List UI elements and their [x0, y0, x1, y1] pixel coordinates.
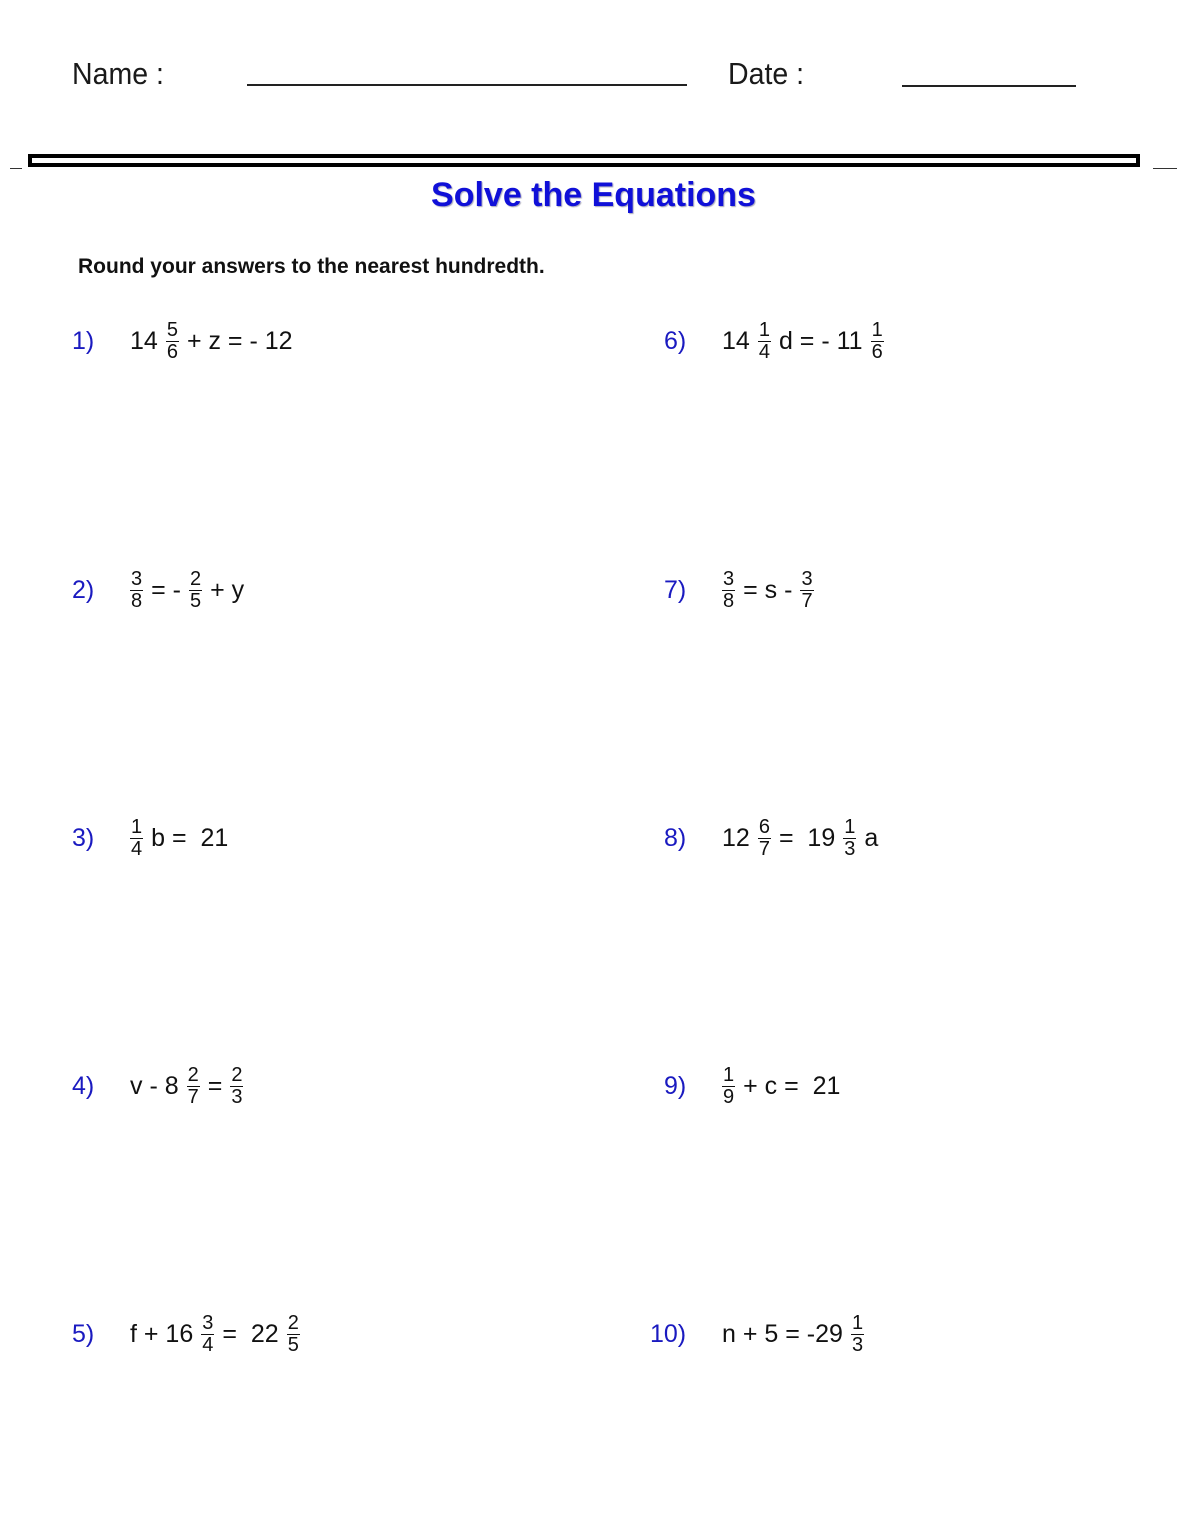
date-label: Date :: [728, 56, 805, 91]
equation-text: + z = - 12: [186, 326, 293, 355]
equation: [718, 320, 888, 363]
problem-number: 9): [664, 1071, 687, 1100]
equation-text: =: [207, 1071, 223, 1100]
fraction: [800, 569, 813, 612]
equation: [126, 320, 297, 363]
equation: [126, 569, 248, 612]
problem-number: 4): [72, 1071, 95, 1100]
problem-6: [664, 311, 888, 371]
fraction-numerator: 1: [758, 318, 770, 341]
fraction-numerator: 3: [131, 567, 143, 590]
fraction-denominator: 7: [758, 837, 770, 860]
problem-5: [72, 1304, 304, 1364]
problem-10: [650, 1304, 868, 1364]
worksheet-title: Solve the Equations: [431, 176, 756, 214]
equation-text: a: [864, 823, 879, 852]
equation-text: d = - 11: [778, 326, 863, 355]
fraction-denominator: 3: [844, 837, 856, 860]
fraction: [130, 569, 143, 612]
fraction-denominator: 5: [190, 589, 202, 612]
equation-text: b = 21: [151, 823, 229, 852]
problem-number: 10): [650, 1319, 687, 1348]
problem-9: [664, 1056, 844, 1116]
fraction: [722, 1065, 735, 1108]
fraction: [287, 1313, 300, 1356]
fraction-numerator: 1: [871, 318, 883, 341]
equation: [718, 569, 818, 612]
fraction-numerator: 6: [758, 815, 770, 838]
equation: [718, 817, 882, 860]
fraction-numerator: 3: [801, 567, 813, 590]
fraction-numerator: 5: [166, 318, 178, 341]
equation-text: n + 5 = -29: [722, 1319, 843, 1348]
equation: [126, 1313, 304, 1356]
equation-text: 14: [722, 326, 750, 355]
name-label: Name :: [72, 56, 164, 91]
fraction: [189, 569, 202, 612]
rule-left-tick: [10, 168, 22, 169]
name-blank-line[interactable]: [247, 84, 687, 86]
fraction: [187, 1065, 200, 1108]
problem-number: 6): [664, 326, 687, 355]
fraction-numerator: 2: [231, 1063, 243, 1086]
fraction-denominator: 6: [166, 340, 178, 363]
fraction: [758, 320, 771, 363]
fraction-denominator: 4: [202, 1333, 214, 1356]
equation-text: = s -: [743, 575, 793, 604]
problem-number: 3): [72, 823, 95, 852]
equation-text: v - 8: [130, 1071, 179, 1100]
problem-number: 8): [664, 823, 687, 852]
equation-text: f + 16: [130, 1319, 194, 1348]
problem-7: [664, 560, 818, 620]
fraction-denominator: 8: [131, 589, 143, 612]
fraction-numerator: 3: [202, 1311, 214, 1334]
fraction: [201, 1313, 214, 1356]
problem-4: [72, 1056, 247, 1116]
equation-text: = 19: [778, 823, 836, 852]
problem-1: [72, 311, 297, 371]
fraction-denominator: 5: [287, 1333, 299, 1356]
equation-text: = -: [151, 575, 181, 604]
date-blank-line[interactable]: [902, 85, 1076, 87]
header-divider: [28, 154, 1140, 167]
equation: [126, 817, 232, 860]
equation-text: 12: [722, 823, 750, 852]
fraction-numerator: 2: [187, 1063, 199, 1086]
fraction-denominator: 4: [758, 340, 770, 363]
fraction-denominator: 8: [723, 589, 735, 612]
fraction: [758, 817, 771, 860]
fraction-numerator: 1: [851, 1311, 864, 1334]
equation-text: + y: [210, 575, 245, 604]
fraction: [843, 817, 856, 860]
instructions: Round your answers to the nearest hundredth.: [78, 255, 545, 278]
fraction-denominator: 7: [187, 1085, 199, 1108]
equation-text: 14: [130, 326, 158, 355]
fraction: [851, 1313, 864, 1356]
fraction-denominator: 9: [723, 1085, 735, 1108]
problem-number: 7): [664, 575, 687, 604]
fraction: [722, 569, 735, 612]
equation: [718, 1313, 868, 1356]
fraction-numerator: 2: [190, 567, 202, 590]
fraction-denominator: 7: [801, 589, 813, 612]
fraction: [166, 320, 179, 363]
equation-text: + c = 21: [743, 1071, 841, 1100]
fraction-numerator: 3: [723, 567, 735, 590]
problem-8: [664, 808, 882, 868]
fraction: [230, 1065, 243, 1108]
fraction: [871, 320, 884, 363]
fraction-denominator: 4: [131, 837, 143, 860]
problem-number: 5): [72, 1319, 95, 1348]
fraction-numerator: 1: [844, 815, 856, 838]
fraction: [130, 817, 143, 860]
fraction-numerator: 1: [723, 1063, 735, 1086]
equation: [718, 1065, 844, 1108]
fraction-numerator: 1: [131, 815, 143, 838]
problem-number: 1): [72, 326, 95, 355]
fraction-denominator: 3: [851, 1333, 864, 1356]
equation: [126, 1065, 247, 1108]
fraction-numerator: 2: [287, 1311, 299, 1334]
problem-number: 2): [72, 575, 95, 604]
fraction-denominator: 6: [871, 340, 883, 363]
problem-2: [72, 560, 248, 620]
rule-right-tick: [1153, 168, 1177, 169]
equation-text: = 22: [222, 1319, 279, 1348]
fraction-denominator: 3: [231, 1085, 243, 1108]
problem-3: [72, 808, 232, 868]
